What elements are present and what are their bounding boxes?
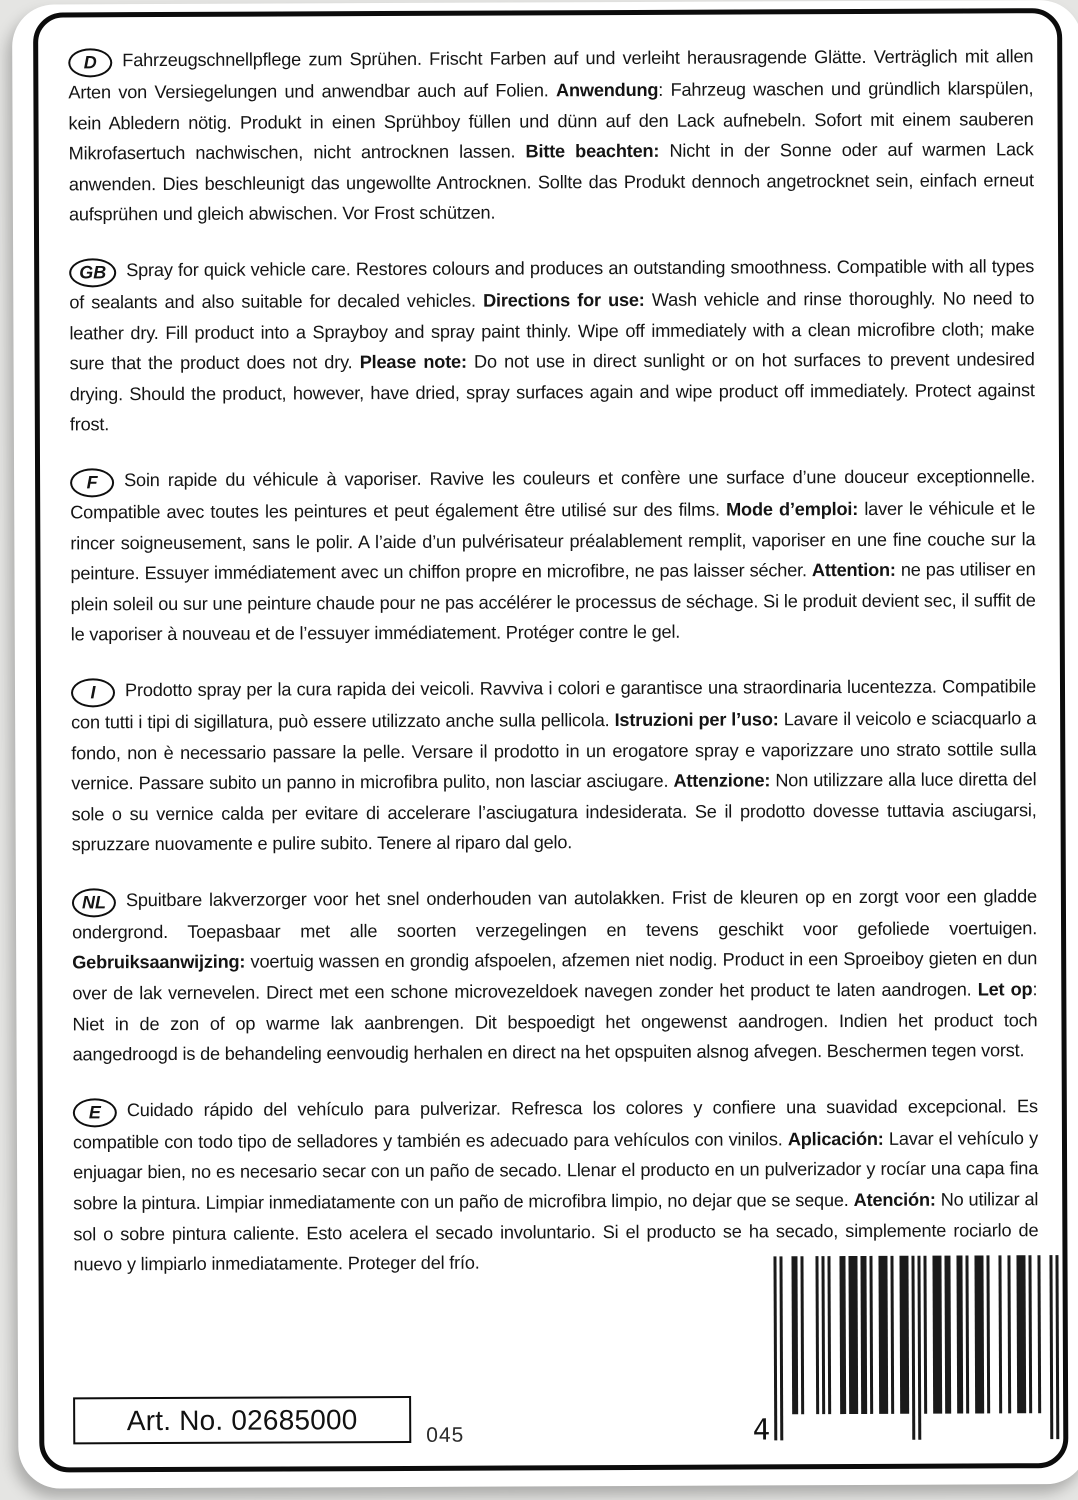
- language-badge-gb: GB: [69, 258, 116, 287]
- multilingual-text-column: [68, 41, 1038, 1305]
- body-text: voertuig wassen en grondig afspoelen, afzemen niet nodig. Product in een Sproeiboy gieten en dun over de lak vernevelen. Direct met een schone microvezeldoek navegen zonder het product te laten aandrogen.: [72, 948, 1038, 1004]
- body-text: Cuidado rápido del vehículo para pulverizar. Refresca los colores y confiere una suavidad excepcional. Es compatible con todo tipo de selladores y también es adecuado para vehículos con vinilos.: [72, 1096, 1038, 1153]
- body-text: : Niet in de zon of op warme lak aanbrengen. Dit bespoedigt het ongewenst aandrogen. Indien het product toch aangedroogd is de behandeling eenvoudig herhalen en direct na het opspuiten alsnog afvegen. Beschermen tegen vorst.: [72, 979, 1038, 1065]
- barcode-bar: [848, 1256, 858, 1414]
- barcode-bar: [800, 1256, 804, 1414]
- article-number-text: Art. No. 02685000: [126, 1403, 358, 1436]
- language-badge-d: D: [68, 48, 112, 77]
- language-badge-f: F: [70, 468, 114, 497]
- label-border-frame: [33, 8, 1068, 1472]
- paragraph-nl: [72, 881, 1038, 1070]
- label-sheet: [12, 0, 1078, 1489]
- bold-keyword: Directions for use:: [483, 289, 645, 311]
- paragraph-f: [70, 461, 1036, 650]
- barcode-bar: [827, 1256, 831, 1414]
- barcode-bar: [917, 1256, 921, 1440]
- barcode-bar: [839, 1256, 846, 1414]
- barcode-bar: [869, 1256, 873, 1414]
- bold-keyword: Attention:: [811, 559, 896, 581]
- language-badge-nl: NL: [72, 888, 116, 917]
- barcode-bar: [923, 1256, 927, 1414]
- paragraph-e: [73, 1091, 1039, 1280]
- body-text: laver le véhicule et le rincer soigneusement, sans le polir. A l’aide d’un pulvérisateur préalablement remplit, vaporiser en une fine couche sur la peinture. Essuyer immédiatement avec un chiffon propre en microfibre, ne pas laisser sécher.: [70, 498, 1036, 584]
- bold-keyword: Atención:: [853, 1189, 936, 1211]
- barcode-bar: [1028, 1255, 1032, 1413]
- body-text: Do not use in direct sunlight or on hot surfaces to prevent undesired drying. Should the product, however, have dried, spray surfaces again and wipe product off immediately. Protect against frost.: [69, 349, 1035, 435]
- barcode-bar: [911, 1256, 915, 1440]
- body-text: Prodotto spray per la cura rapida dei veicoli. Ravviva i colori e garantisce una straordinaria lucentezza. Compatibile con tutti i tipi di sigillatura, può essere utilizzato anche sulla pellicola.: [71, 676, 1037, 733]
- body-text: : Fahrzeug waschen und gründlich klarspülen, kein Abledern nötig. Produkt in einen Sprühboy füllen und dünn auf den Lack aufnebeln. Sofort mit einem sauberen Mikrofasertuch nachwischen, nicht antrocknen lassen.: [68, 78, 1034, 164]
- barcode-bar: [974, 1255, 984, 1413]
- barcode-bar: [791, 1256, 798, 1414]
- barcode-bar: [965, 1256, 969, 1414]
- barcode-bar: [890, 1256, 894, 1414]
- body-text: Spray for quick vehicle care. Restores colours and produces an outstanding smoothness. Compatible with all types of sealants and also suitable for decaled vehicles.: [69, 256, 1035, 313]
- body-text: Non utilizzare alla luce diretta del sole o su vernice calda per evitare di accelerare l’asciugatura indesiderata. Se il prodotto dovesse tuttavia asciugarsi, spruzzare nuovamente e pulire subito. Tenere al riparo dal gelo.: [71, 769, 1037, 855]
- body-text: Fahrzeugschnellpflege zum Sprühen. Frischt Farben auf und verleiht herausragende Glätte. Verträglich mit allen Arten von Versiegelungen und anwendbar auch auf Folien.: [68, 46, 1034, 103]
- body-text: Spuitbare lakverzorger voor het snel onderhouden van autolakken. Frist de kleuren op en zorgt voor een gladde ondergrond. Toepasbaar met alle soorten verzegelingen en tevens geschikt voor gefoliede voertuigen.: [72, 886, 1038, 943]
- language-badge-e: E: [73, 1098, 117, 1127]
- barcode-bar: [1037, 1255, 1041, 1413]
- bold-keyword: Aplicación:: [787, 1128, 884, 1150]
- bold-keyword: Let op: [977, 979, 1033, 1000]
- barcode-bar: [860, 1256, 867, 1414]
- paragraph-i: [71, 671, 1037, 860]
- bold-keyword: Mode d’emploi:: [726, 498, 859, 520]
- bold-keyword: Attenzione:: [673, 770, 771, 791]
- body-text: Wash vehicle and rinse thoroughly. No need to leather dry. Fill product into a Sprayboy and spray paint thinly. Wipe off immediately with a clean microfibre cloth; make sure that the product does not dry.: [69, 288, 1035, 374]
- barcode-bar: [1016, 1255, 1026, 1413]
- body-text: Lavar el vehículo y enjuagar bien, no es necesario secar con un paño de secado. Llenar el producto en un pulverizador y rocíar una capa fina sobre la pintura. Limpiar inmediatamente con un paño de microfibra limpio, no dejar que se seque.: [73, 1128, 1039, 1214]
- bold-keyword: Please note:: [359, 351, 467, 373]
- barcode-bar: [899, 1256, 909, 1414]
- body-text: Lavare il veicolo e sciacquarlo a fondo, non è necessario passare la pelle. Versare il prodotto in un erogatore spray e vaporizzare uno strato sottile sulla vernice. Passare subito un panno in microfibra pulito, non lasciar asciugare.: [71, 708, 1037, 794]
- bold-keyword: Anwendung: [555, 79, 659, 101]
- ean13-barcode: [751, 1255, 1064, 1452]
- barcode-bar: [1007, 1255, 1011, 1413]
- barcode-bar: [815, 1256, 819, 1414]
- barcode-bar: [821, 1256, 825, 1414]
- body-text: Nicht in der Sonne oder auf warmen Lack anwenden. Dies beschleunigt das ungewollte Antrocknen. Sollte das Produkt dennoch angetrocknet sein, einfach erneut aufsprühen und gleich abwischen. Vor Frost schützen.: [68, 139, 1034, 225]
- paragraph-gb: [69, 251, 1035, 440]
- body-text: ne pas utiliser en plein soleil ou sur une peinture chaude pour ne pas accélérer le processus de séchage. Si le produit devient sec, il suffit de le vaporiser à nouveau et de l’essuyer immédiatement. Protéger contre le gel.: [70, 559, 1036, 645]
- article-number-box: [73, 1396, 411, 1444]
- bold-keyword: Bitte beachten:: [525, 141, 660, 162]
- language-badge-i: I: [71, 678, 115, 707]
- barcode-bar: [779, 1256, 783, 1440]
- print-code-text: 045: [426, 1423, 465, 1447]
- barcode-bar: [986, 1255, 990, 1413]
- barcode-bar: [998, 1255, 1002, 1413]
- bold-keyword: Gebruiksaanwijzing:: [72, 952, 246, 973]
- bold-keyword: Istruzioni per l’uso:: [614, 709, 779, 730]
- barcode-bar: [773, 1256, 777, 1440]
- barcode-bar: [956, 1256, 963, 1414]
- body-text: Soin rapide du véhicule à vaporiser. Ravive les couleurs et confère une surface d’une douceur exceptionnelle. Compatible avec toutes les peintures et peut également être utilisé sur des films.: [70, 466, 1036, 523]
- barcode-bar: [878, 1256, 888, 1414]
- body-text: No utilizar al sol o sobre pintura caliente. Esto acelera el secado involuntario. Si el producto se ha secado, simplemente rociarlo de nuevo y limpiarlo inmediatamente. Proteger del frío.: [73, 1189, 1039, 1275]
- barcode-bar: [932, 1256, 942, 1414]
- paragraph-d: [68, 41, 1034, 230]
- barcode-bar: [1055, 1255, 1059, 1439]
- barcode-bar: [1049, 1255, 1053, 1439]
- barcode-bar: [944, 1256, 951, 1414]
- barcode-digit-lead: 4: [752, 1412, 771, 1447]
